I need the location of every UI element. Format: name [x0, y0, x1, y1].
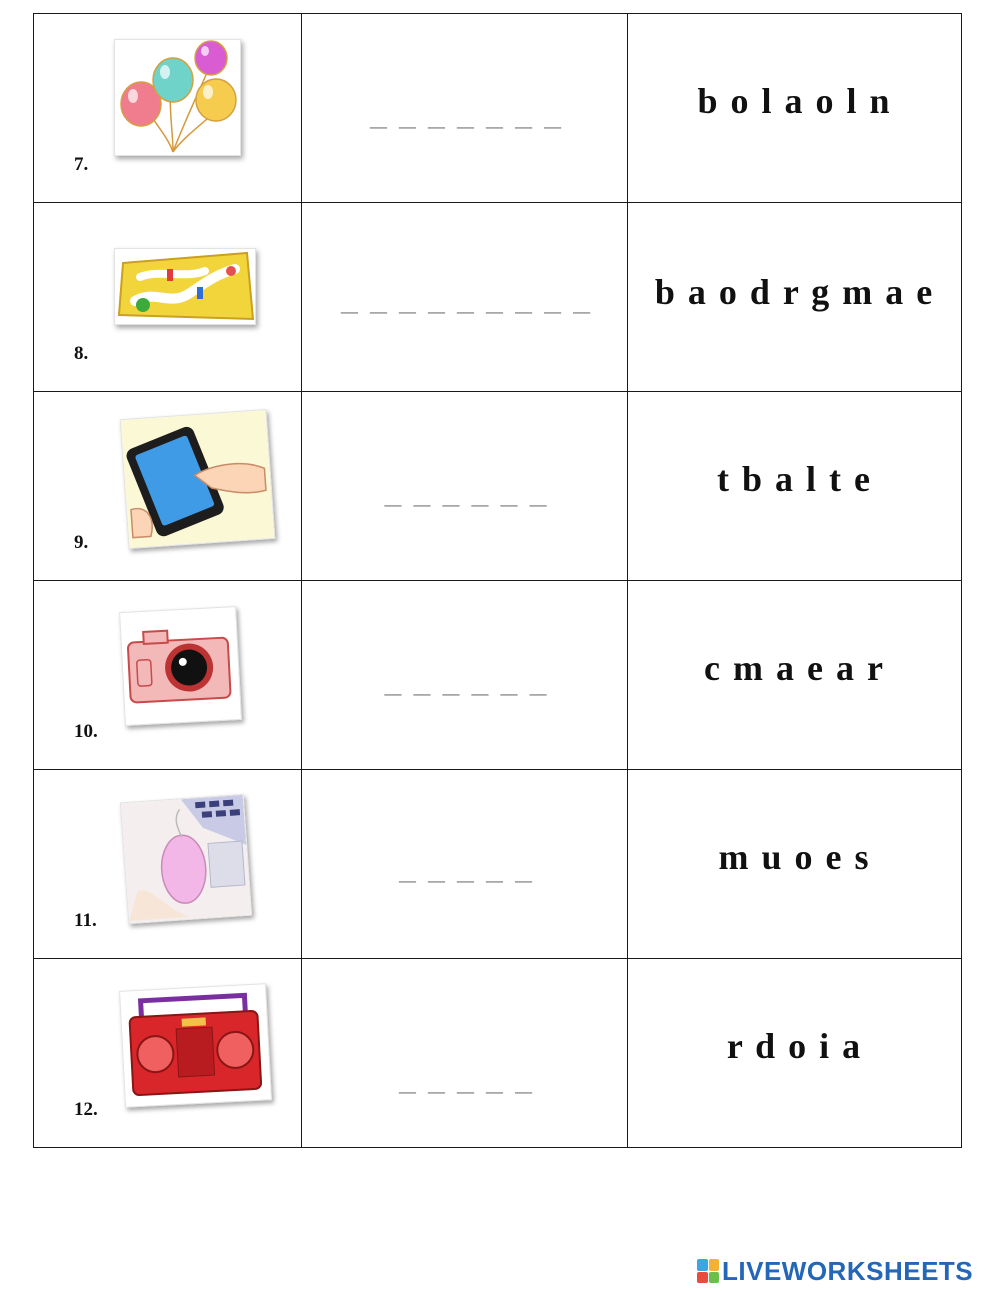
scrambled-cell — [628, 581, 962, 770]
scrambled-cell — [628, 203, 962, 392]
scrambled-word: m u o e s — [718, 837, 871, 877]
worksheet-row — [34, 203, 962, 392]
worksheet-table — [33, 13, 962, 1148]
answer-input[interactable] — [302, 98, 631, 134]
answer-field[interactable] — [302, 476, 627, 512]
answer-input[interactable] — [302, 665, 631, 701]
picture-cell — [34, 14, 302, 203]
logo-square — [697, 1272, 708, 1284]
logo-square — [697, 1259, 708, 1271]
radio-icon — [119, 983, 272, 1108]
brand-name: LIVEWORKSHEETS — [722, 1255, 974, 1286]
answer-cell — [302, 392, 628, 581]
item-number: 10. — [74, 721, 98, 742]
item-number: 9. — [74, 532, 89, 553]
liveworksheets-logo — [697, 1257, 973, 1285]
answer-field[interactable] — [302, 665, 627, 701]
scrambled-cell — [628, 959, 962, 1148]
picture-cell — [34, 959, 302, 1148]
scrambled-word: t b a l t e — [717, 459, 872, 499]
scrambled-word: b o l a o l n — [697, 81, 892, 121]
worksheet-row — [34, 959, 962, 1148]
item-number: 11. — [74, 910, 97, 931]
answer-cell — [302, 770, 628, 959]
answer-field[interactable] — [302, 283, 627, 319]
answer-cell — [302, 14, 628, 203]
logo-square — [709, 1259, 720, 1271]
scrambled-word: r d o i a — [726, 1026, 863, 1066]
scrambled-word: b a o d r g m a e — [654, 272, 935, 312]
mouse-icon — [120, 794, 252, 924]
picture-cell — [34, 203, 302, 392]
answer-input[interactable] — [302, 1063, 631, 1099]
balloons-icon — [114, 39, 241, 156]
answer-input[interactable] — [302, 476, 631, 512]
logo-square — [709, 1272, 720, 1284]
answer-cell — [302, 959, 628, 1148]
answer-field[interactable] — [302, 98, 627, 134]
answer-input[interactable] — [302, 852, 631, 888]
picture-cell — [34, 581, 302, 770]
picture-cell — [34, 770, 302, 959]
answer-field[interactable] — [302, 852, 627, 888]
answer-field[interactable] — [302, 1063, 627, 1099]
worksheet-row — [34, 581, 962, 770]
item-number: 12. — [74, 1099, 98, 1120]
tablet-icon — [120, 409, 276, 549]
scrambled-word: c m a e a r — [704, 648, 885, 688]
picture-cell — [34, 392, 302, 581]
camera-icon — [119, 606, 242, 726]
worksheet-row — [34, 392, 962, 581]
scrambled-cell — [628, 770, 962, 959]
item-number: 8. — [74, 343, 89, 364]
worksheet-row — [34, 14, 962, 203]
logo-mark-icon — [697, 1259, 719, 1283]
scrambled-cell — [628, 392, 962, 581]
worksheet-row — [34, 770, 962, 959]
answer-cell — [302, 581, 628, 770]
answer-input[interactable] — [302, 283, 631, 319]
answer-cell — [302, 203, 628, 392]
scrambled-cell — [628, 14, 962, 203]
board-game-icon — [114, 248, 256, 325]
item-number: 7. — [74, 154, 89, 175]
